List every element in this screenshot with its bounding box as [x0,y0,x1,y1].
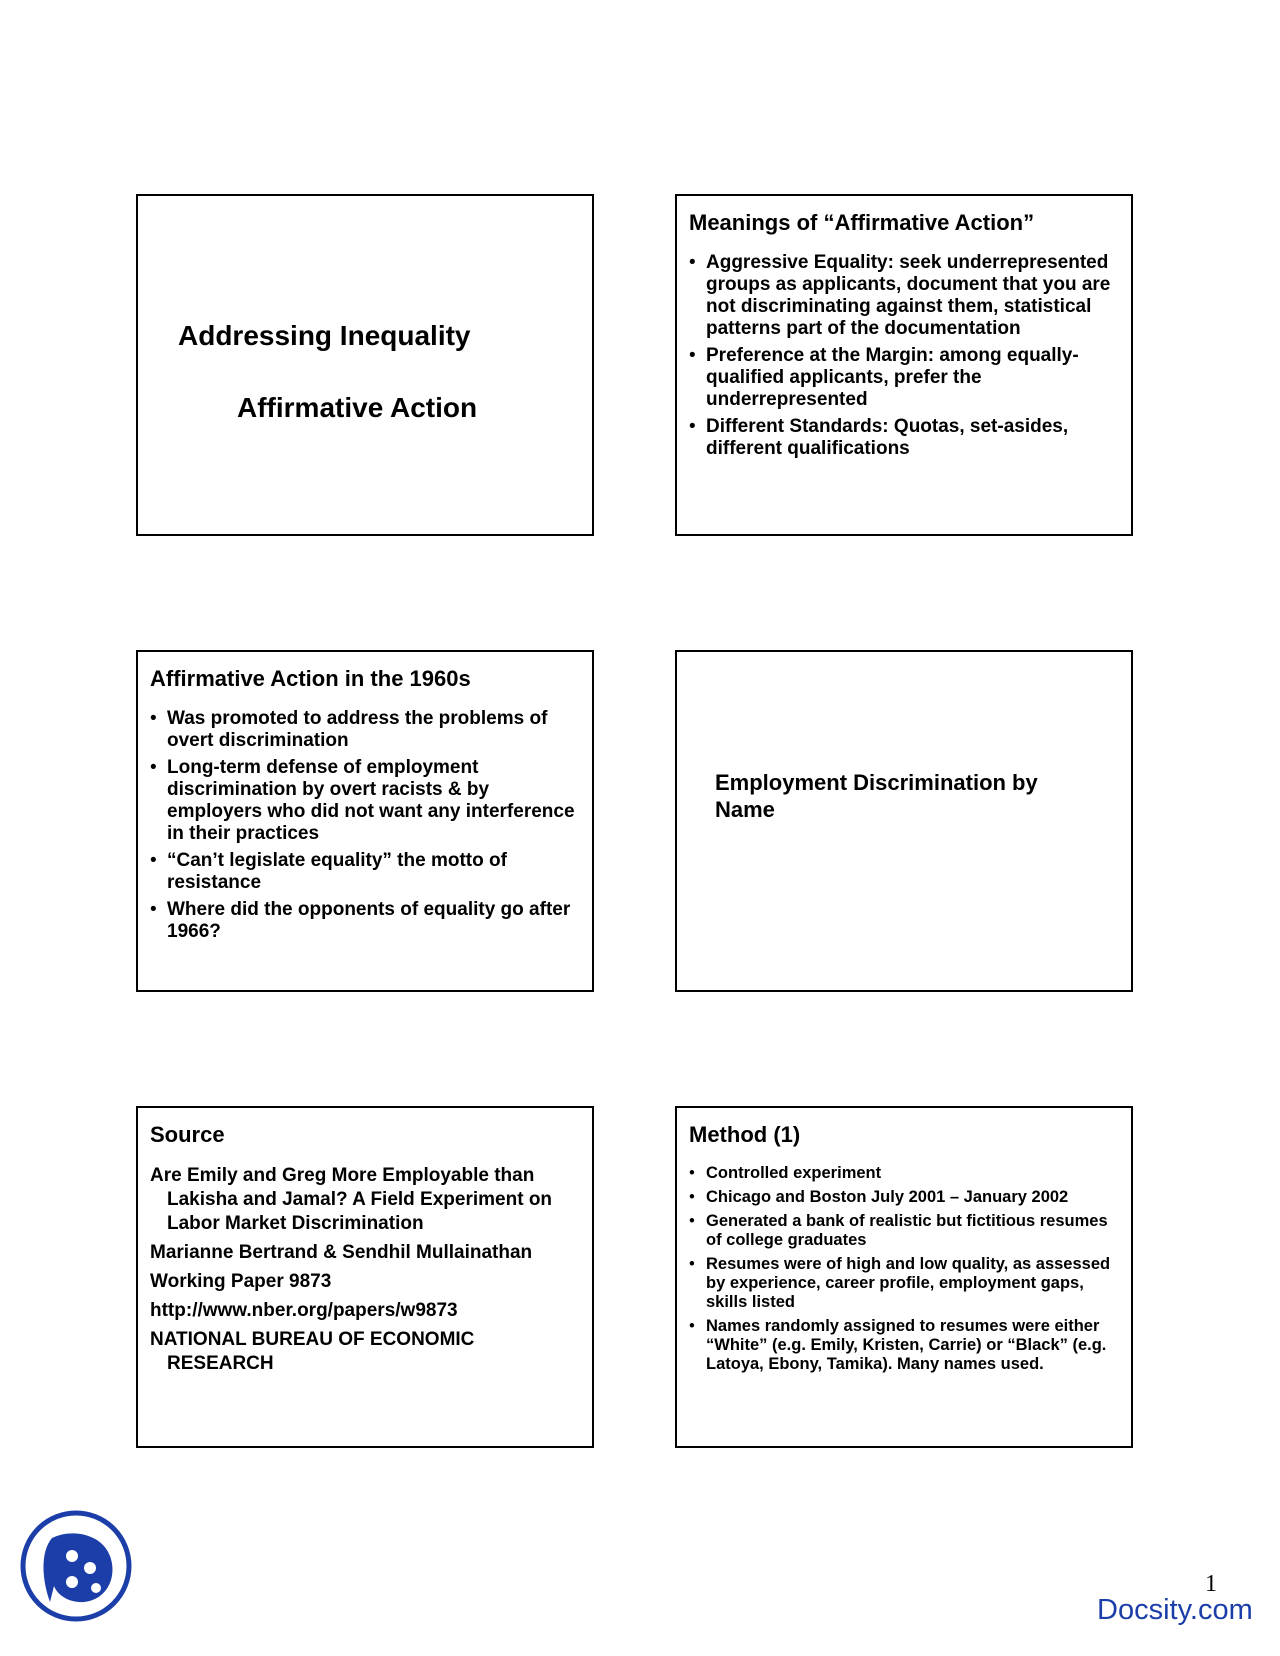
source-paragraph: http://www.nber.org/papers/w9873 [150,1300,458,1321]
slide-1960s [136,650,594,992]
source-paragraph: Are Emily and Greg More Employable than Lakisha and Jamal? A Field Experiment on Labor Market Discrimination [150,1165,553,1234]
source-list [150,1164,580,1381]
bullet-item: • Preference at the Margin: among equally-qualified applicants, prefer the underrepresented [689,345,1117,411]
bullet-list [150,708,578,948]
slide-heading: Meanings of “Affirmative Action” [689,210,1035,235]
slide-source [136,1106,594,1448]
bullet-item: • Chicago and Boston July 2001 – January 2002 [689,1188,1117,1207]
slide-heading: Source [150,1122,225,1147]
slide-title [136,194,594,536]
docsity-logo-icon [20,1510,132,1622]
slide-heading: Affirmative Action in the 1960s [150,666,471,691]
bullet-item: • Generated a bank of realistic but fictitious resumes of college graduates [689,1212,1117,1250]
bullet-item: • Names randomly assigned to resumes were either “White” (e.g. Emily, Kristen, Carrie) or “Black” (e.g. Latoya, Ebony, Tamika). Many names used. [689,1317,1117,1374]
source-paragraph: NATIONAL BUREAU OF ECONOMIC RESEARCH [150,1329,475,1374]
bullet-item: • Aggressive Equality: seek underrepresented groups as applicants, document that you are not discriminating against them, statistical patterns part of the documentation [689,252,1117,340]
bullet-list [689,1164,1117,1379]
source-paragraph: Marianne Bertrand & Sendhil Mullainathan [150,1242,533,1263]
bullet-item: • Was promoted to address the problems of overt discrimination [150,708,578,752]
page-number: 1 [1205,1571,1217,1597]
bullet-item: • Controlled experiment [689,1164,1117,1183]
slide-heading: Method (1) [689,1122,801,1147]
slide-title-line1: Addressing Inequality [178,320,471,351]
slide-title-line1: Employment Discrimination by [715,770,1038,795]
slide-title-line2: Name [715,797,775,822]
bullet-item: • Where did the opponents of equality go after 1966? [150,899,578,943]
source-paragraph: Working Paper 9873 [150,1271,332,1292]
bullet-item: • Long-term defense of employment discrimination by overt racists & by employers who did not want any interference in their practices [150,757,578,845]
bullet-item: • Different Standards: Quotas, set-asides, different qualifications [689,416,1117,460]
slide-employment-discrimination [675,650,1133,992]
slide-meanings [675,194,1133,536]
bullet-item: • “Can’t legislate equality” the motto of resistance [150,850,578,894]
brand-link[interactable]: Docsity.com [1097,1594,1253,1626]
bullet-list [689,252,1117,465]
slide-title-line2: Affirmative Action [237,392,478,423]
slide-method [675,1106,1133,1448]
bullet-item: • Resumes were of high and low quality, as assessed by experience, career profile, employment gaps, skills listed [689,1255,1117,1312]
